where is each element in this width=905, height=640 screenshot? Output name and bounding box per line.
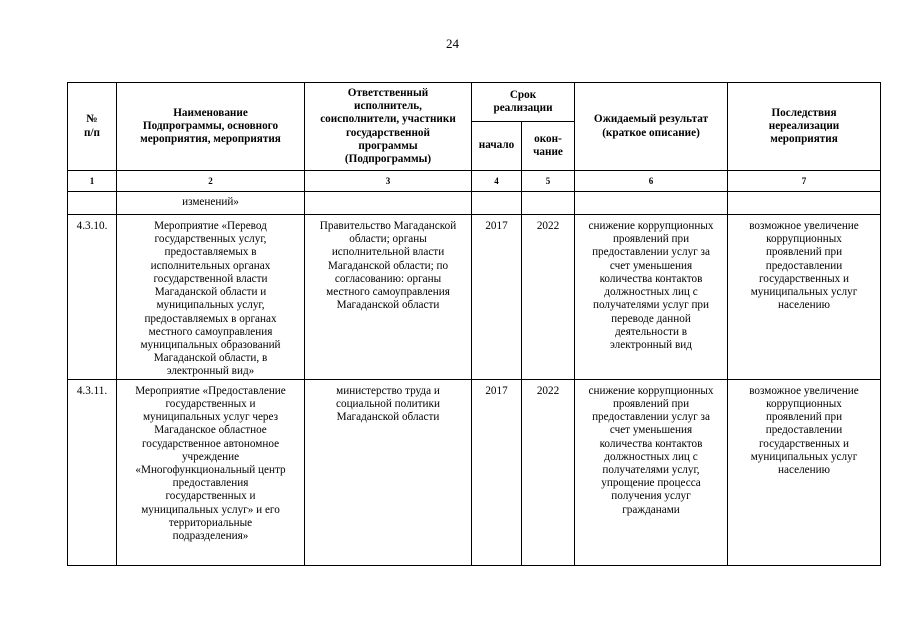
row-responsible: Правительство Магаданской области; органы исполнительной власти Магаданской области; по согласованию: органы местного самоуправления Магаданской области <box>305 215 472 380</box>
column-number: 7 <box>728 171 881 192</box>
column-number: 1 <box>68 171 117 192</box>
page-number: 24 <box>446 36 459 51</box>
header-name: Наименование Подпрограммы, основного мероприятия, мероприятия <box>117 83 305 171</box>
header-consequences: Последствия нереализации мероприятия <box>728 83 881 171</box>
column-number: 2 <box>117 171 305 192</box>
row-name: Мероприятие «Предоставление государственных и муниципальных услуг через Магаданское областное государственное автономное учреждение «Многофункциональный центр предоставления государственных и муниципальных услуг» и его территориальные подразделения» <box>117 379 305 565</box>
header-num: № п/п <box>68 83 117 171</box>
continuation-text: изменений» <box>117 192 305 215</box>
header-result: Ожидаемый результат (краткое описание) <box>575 83 728 171</box>
row-number: 4.3.10. <box>68 215 117 380</box>
row-name: Мероприятие «Перевод государственных услуг, предоставляемых в исполнительных органах государственной власти Магаданской области и муниципальных услуг, предоставляемых в органах местного самоуправления муниципальных образований Магаданской области, в электронный вид» <box>117 215 305 380</box>
row-responsible: министерство труда и социальной политики Магаданской области <box>305 379 472 565</box>
column-number: 5 <box>522 171 575 192</box>
continuation-row <box>68 192 881 215</box>
header-start: начало <box>472 122 522 171</box>
header-end: окон- чание <box>522 122 575 171</box>
column-number: 6 <box>575 171 728 192</box>
row-start: 2017 <box>472 215 522 380</box>
table-row <box>68 215 881 380</box>
column-numbers-row <box>68 171 881 192</box>
row-result: снижение коррупционных проявлений при предоставлении услуг за счет уменьшения количества контактов должностных лиц с получателями услуг при переводе данной деятельности в электронный вид <box>575 215 728 380</box>
row-end: 2022 <box>522 215 575 380</box>
row-number: 4.3.11. <box>68 379 117 565</box>
row-start: 2017 <box>472 379 522 565</box>
row-result: снижение коррупционных проявлений при предоставлении услуг за счет уменьшения количества контактов должностных лиц с получателями услуг, упрощение процесса получения услуг гражданами <box>575 379 728 565</box>
measures-table <box>67 82 881 566</box>
table-row <box>68 379 881 565</box>
row-consequences: возможное увеличение коррупционных проявлений при предоставлении государственных и муниципальных услуг населению <box>728 379 881 565</box>
row-consequences: возможное увеличение коррупционных проявлений при предоставлении государственных и муниципальных услуг населению <box>728 215 881 380</box>
header-row <box>68 83 881 122</box>
header-responsible: Ответственный исполнитель, соисполнители, участники государственной программы (Подпрограммы) <box>305 83 472 171</box>
column-number: 4 <box>472 171 522 192</box>
column-number: 3 <box>305 171 472 192</box>
row-end: 2022 <box>522 379 575 565</box>
header-term: Срок реализации <box>472 83 575 122</box>
